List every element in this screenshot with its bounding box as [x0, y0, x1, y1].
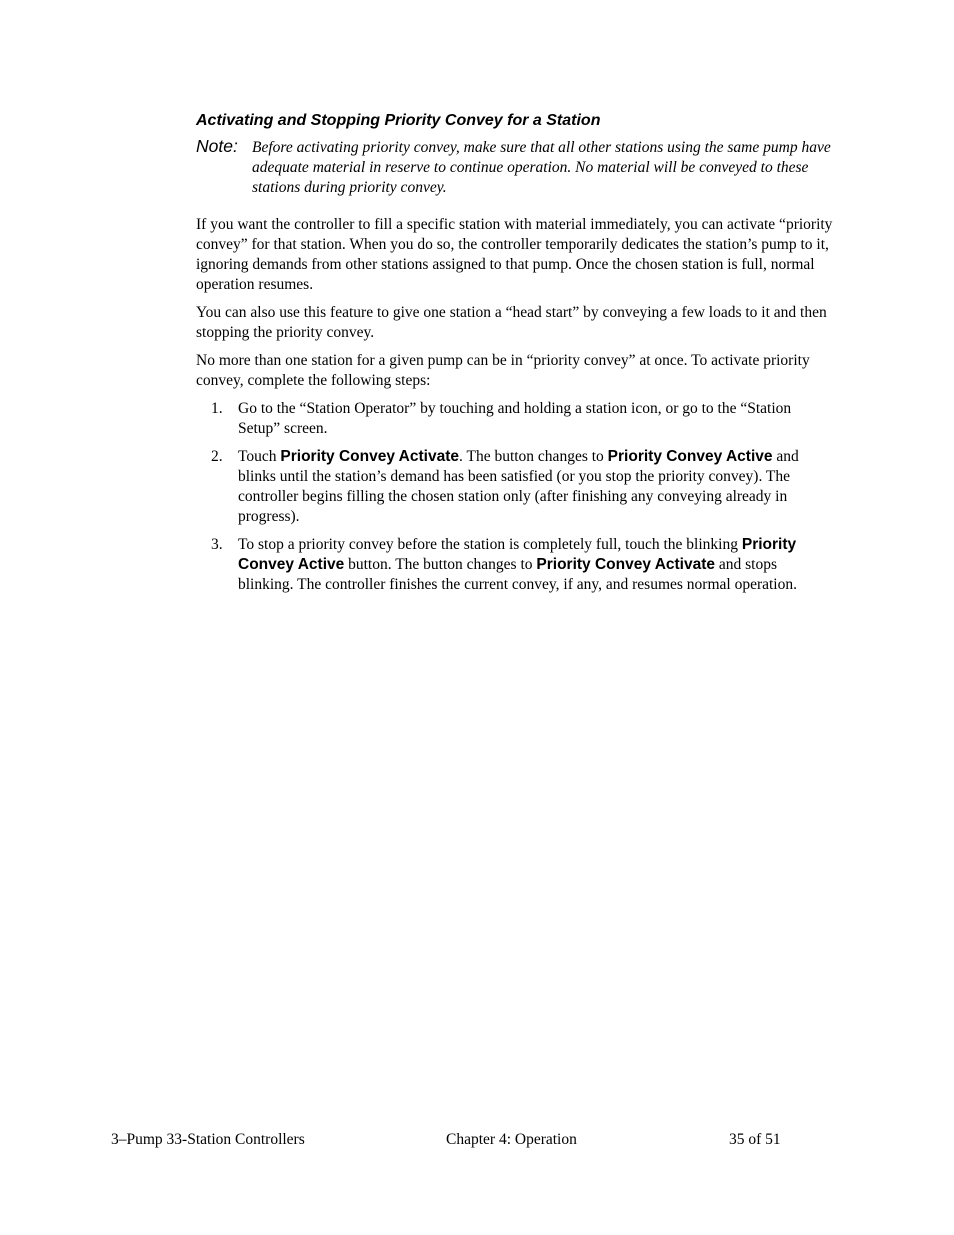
step-text-part: . The button changes to	[459, 448, 608, 465]
step-text-part: Touch	[238, 448, 281, 465]
step-text	[238, 447, 836, 527]
footer-page-number: 35 of 51	[729, 1131, 781, 1148]
step-text-part: and blinks until the station’s demand has been satisfied (or you stop the priority convey). The controller begins filling the chosen station only (after finishing any conveying already in progress).	[238, 448, 799, 525]
section-heading: Activating and Stopping Priority Convey for a Station	[196, 112, 601, 129]
list-item	[196, 399, 836, 439]
list-item	[196, 447, 836, 527]
step-text-part: button. The button changes to	[344, 556, 537, 573]
ui-label-priority-convey-active: Priority Convey Active	[607, 448, 773, 465]
note-block	[196, 136, 836, 198]
note-label: Note:	[196, 136, 238, 156]
step-number: 1.	[211, 400, 223, 417]
step-number: 2.	[211, 448, 223, 465]
step-text-part: and stops blinking. The controller finishes the current convey, if any, and resumes normal operation.	[238, 556, 797, 593]
step-text-part: To stop a priority convey before the station is completely full, touch the blinking	[238, 536, 742, 553]
step-text	[238, 535, 836, 595]
paragraph-steps-intro: No more than one station for a given pump can be in “priority convey” at once. To activate priority convey, complete the following steps:	[196, 352, 810, 389]
step-text: Go to the “Station Operator” by touching and holding a station icon, or go to the “Station Setup” screen.	[238, 400, 792, 437]
ui-label-priority-convey-active: Priority Convey Active	[238, 536, 797, 573]
list-item	[196, 535, 836, 595]
note-text: Before activating priority convey, make sure that all other stations using the same pump have adequate material in reserve to continue operation. No material will be conveyed to these stations during priority convey.	[252, 139, 831, 196]
page-content	[196, 111, 836, 603]
ui-label-priority-convey-activate: Priority Convey Activate	[280, 448, 459, 465]
steps-list	[196, 399, 836, 595]
step-number: 3.	[211, 536, 223, 553]
paragraph-head-start: You can also use this feature to give one station a “head start” by conveying a few loads to it and then stopping the priority convey.	[196, 304, 827, 341]
footer-document-title: 3–Pump 33-Station Controllers	[111, 1131, 305, 1148]
ui-label-priority-convey-activate: Priority Convey Activate	[536, 556, 716, 573]
footer-chapter: Chapter 4: Operation	[446, 1131, 577, 1148]
paragraph-intro: If you want the controller to fill a specific station with material immediately, you can activate “priority convey” for that station. When you do so, the controller temporarily dedicates the station’s pump to it, ignoring demands from other stations assigned to that pump. Once the chosen station is full, normal operation resumes.	[196, 216, 833, 293]
